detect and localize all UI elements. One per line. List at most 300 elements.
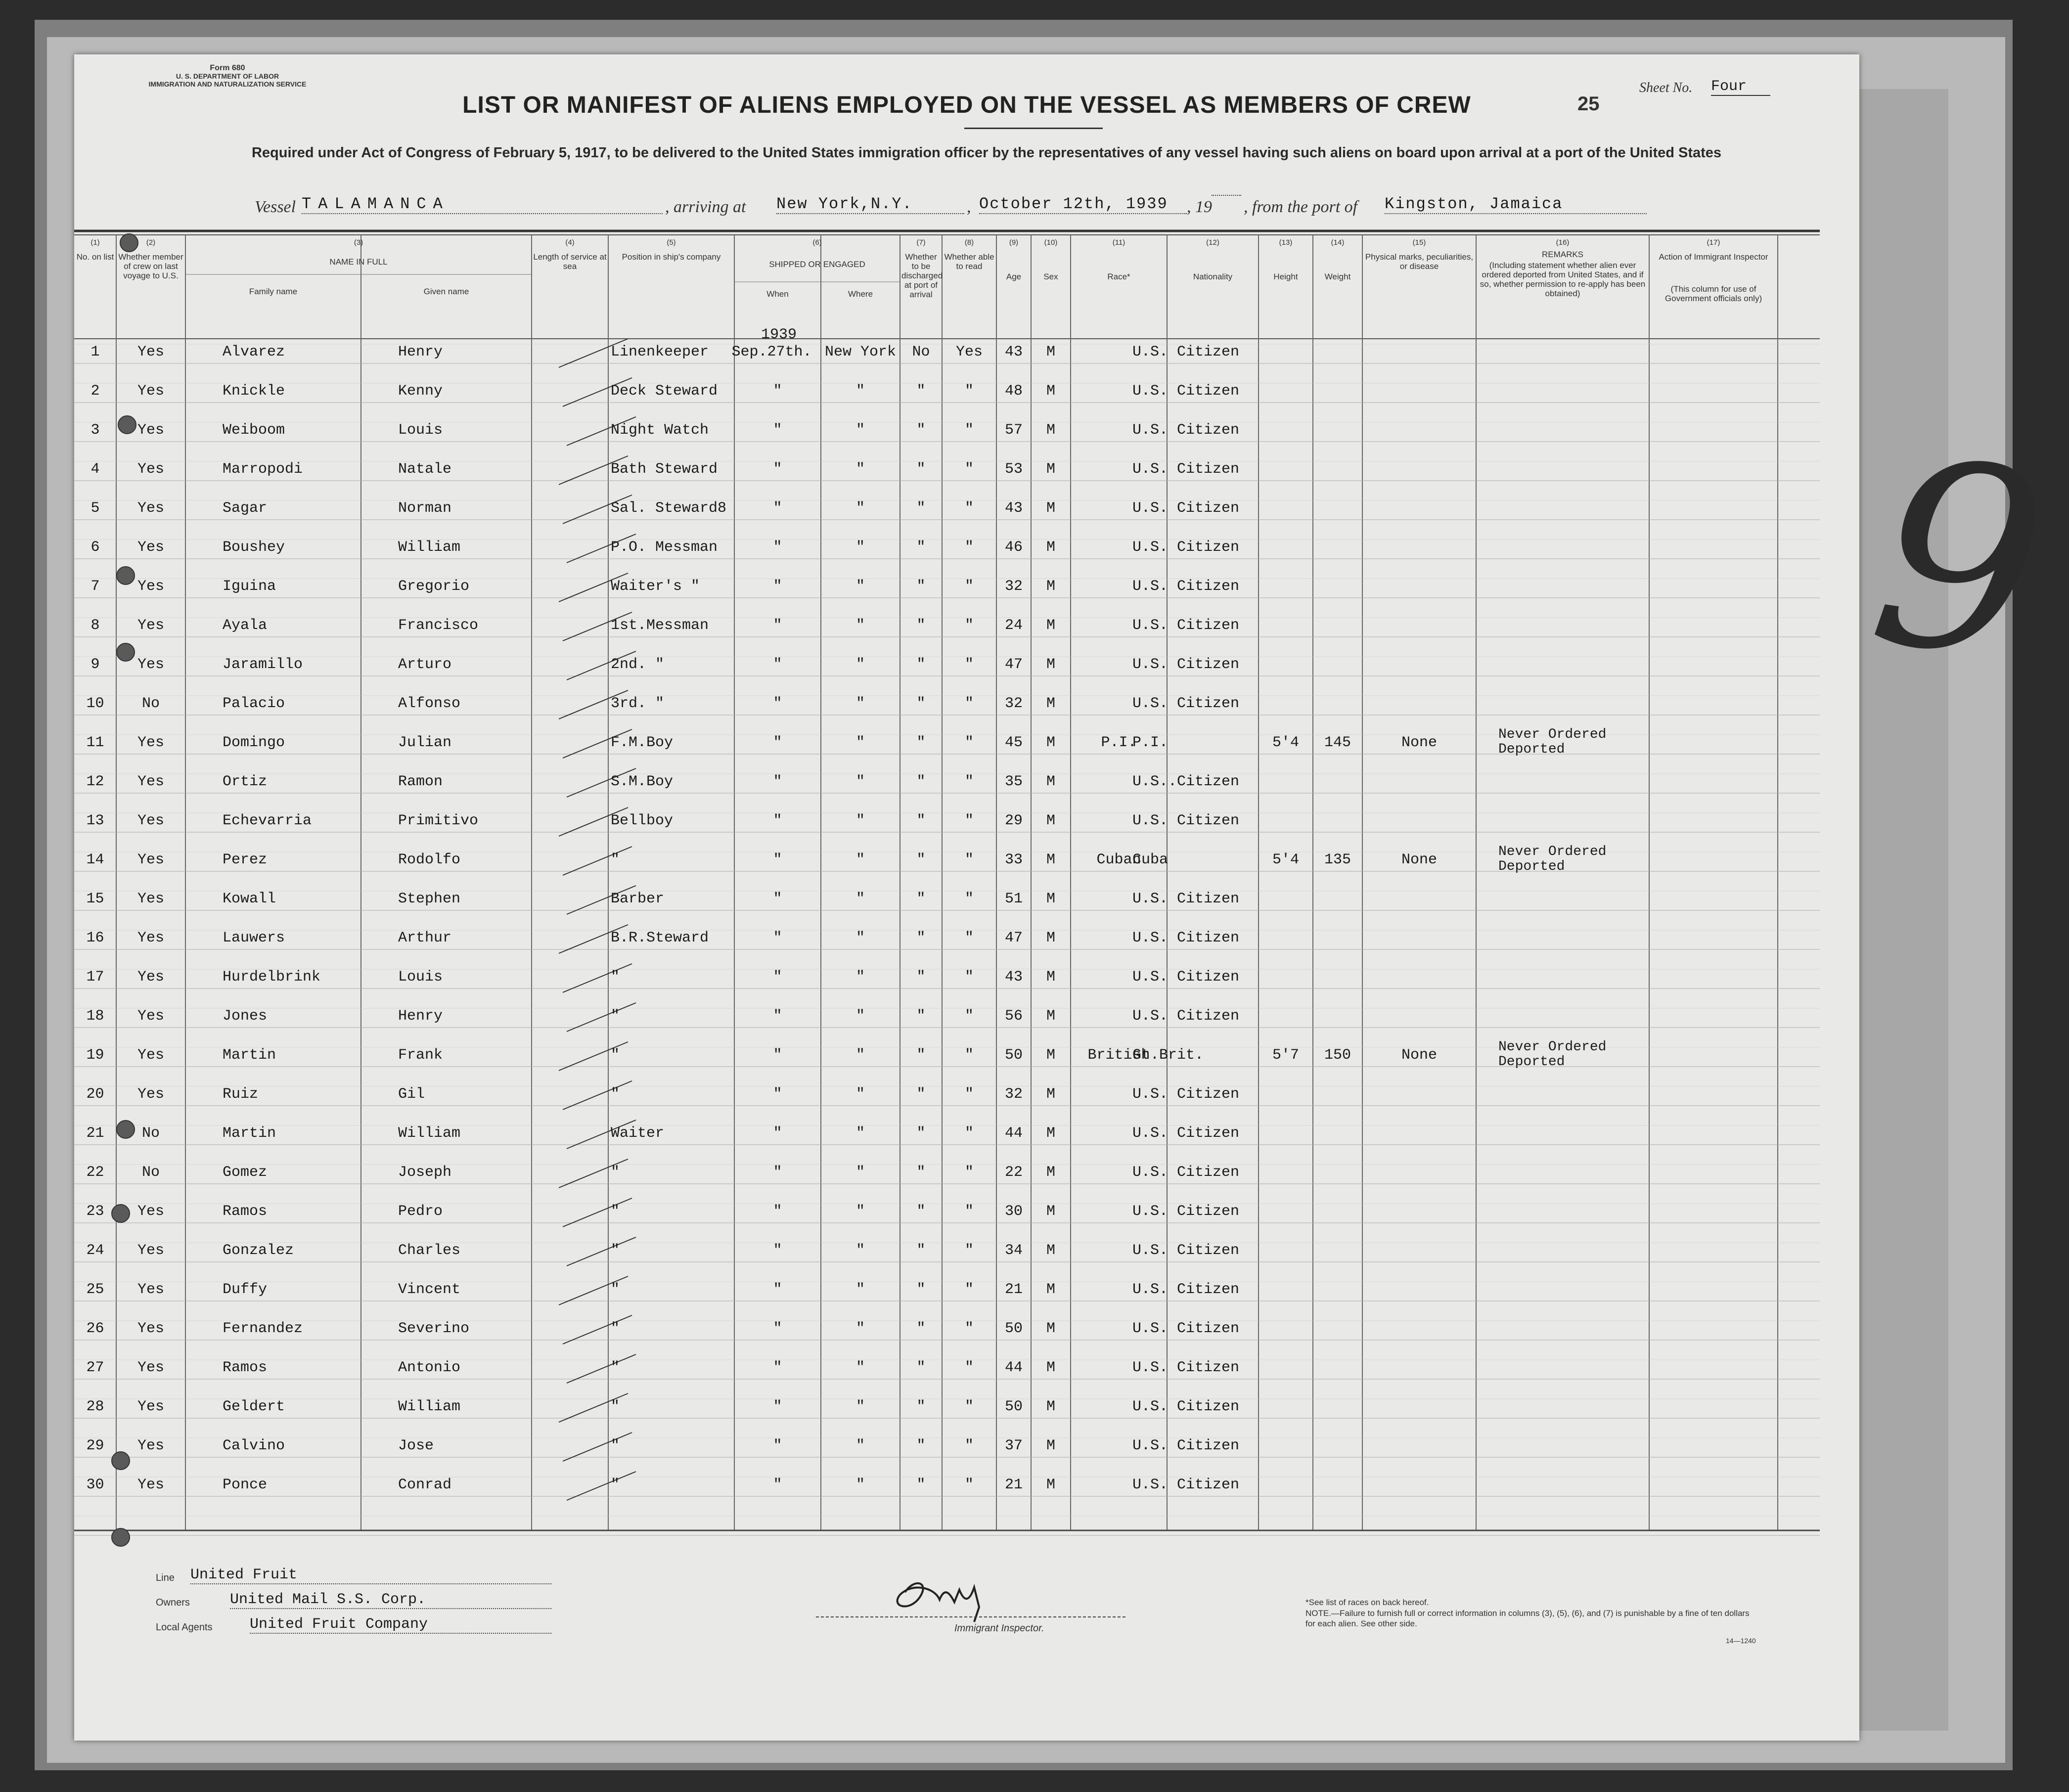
handwritten-nine: 9 — [1857, 401, 2061, 720]
cell-given: Norman — [398, 500, 452, 517]
cell-read: " — [964, 773, 974, 790]
col-c2-header: Whether member of crew on last voyage to U.S. — [118, 252, 183, 280]
col-c7-header: Whether to be discharged at port of arrival — [901, 252, 943, 299]
cell-sex: M — [1046, 695, 1055, 712]
cell-nationality: U.S. Citizen — [1132, 500, 1240, 517]
col-c16-number: (16) — [1556, 238, 1570, 247]
cell-read: " — [964, 1047, 974, 1064]
cell-sex: M — [1046, 930, 1055, 946]
cell-nationality: P.I. — [1132, 734, 1169, 751]
cell-position: B.R.Steward — [611, 930, 709, 946]
col-c10-header: Sex — [1043, 272, 1058, 281]
cell-discharged: " — [916, 539, 926, 556]
cell-sex: M — [1046, 1125, 1055, 1142]
cell-sex: M — [1046, 1086, 1055, 1103]
cell-family: Domingo — [223, 734, 285, 751]
cell-family: Gomez — [223, 1164, 268, 1181]
cell-nationality: U.S. Citizen — [1132, 930, 1240, 946]
cell-no: 11 — [86, 734, 104, 751]
sheet-number: Four — [1711, 78, 1770, 96]
col-c10-number: (10) — [1044, 238, 1058, 247]
col-c17-header: Action of Immigrant Inspector — [1659, 252, 1768, 262]
cell-crew: Yes — [137, 500, 164, 517]
cell-given: Alfonso — [398, 695, 461, 712]
binder-hole — [116, 643, 135, 662]
cell-read: " — [964, 500, 974, 517]
cell-family: Gonzalez — [223, 1242, 294, 1259]
cell-read: " — [964, 1359, 974, 1376]
cell-nationality: U.S. Citizen — [1132, 539, 1240, 556]
arriving-label: , arriving at — [665, 198, 746, 216]
cell-when: " — [773, 1203, 782, 1220]
col-c1-number: (1) — [90, 238, 100, 247]
cell-sex: M — [1046, 500, 1055, 517]
cell-read: " — [964, 812, 974, 829]
cell-no: 10 — [86, 695, 104, 712]
cell-family: Marropodi — [223, 461, 303, 478]
cell-crew: Yes — [137, 1281, 164, 1298]
cell-position: " — [611, 1047, 620, 1064]
cell-when: " — [773, 1437, 782, 1454]
cell-when: " — [773, 656, 782, 673]
cell-crew: Yes — [137, 969, 164, 986]
cell-position: P.O. Messman — [611, 539, 718, 556]
cell-no: 5 — [90, 500, 100, 517]
cell-family: Calvino — [223, 1437, 285, 1454]
cell-where: " — [855, 1398, 865, 1415]
cell-no: 17 — [86, 969, 104, 986]
cell-read: " — [964, 656, 974, 673]
crew-manifest-table — [74, 166, 1820, 1545]
col-c13-header: Height — [1273, 272, 1298, 281]
cell-nationality: U.S. Citizen — [1132, 812, 1240, 829]
cell-remarks: Never Ordered Deported — [1498, 844, 1607, 874]
cell-read: " — [964, 1164, 974, 1181]
cell-crew: Yes — [137, 1047, 164, 1064]
cell-nationality: U.S. Citizen — [1132, 1398, 1240, 1415]
col-c17-number: (17) — [1707, 238, 1720, 247]
cell-age: 44 — [1004, 1359, 1023, 1376]
cell-where: New York — [824, 344, 897, 360]
cell-sex: M — [1046, 617, 1055, 634]
cell-when: " — [773, 891, 782, 907]
cell-no: 22 — [86, 1164, 104, 1181]
cell-age: 50 — [1004, 1398, 1023, 1415]
cell-sex: M — [1046, 1359, 1055, 1376]
cell-position: " — [611, 969, 620, 986]
cell-no: 20 — [86, 1086, 104, 1103]
col-c8-number: (8) — [964, 238, 974, 247]
col-c13-number: (13) — [1279, 238, 1293, 247]
cell-no: 2 — [90, 383, 100, 400]
cell-age: 57 — [1004, 422, 1023, 439]
cell-when: " — [773, 383, 782, 400]
vessel-name: TALAMANCA — [302, 195, 663, 214]
cell-position: Barber — [611, 891, 665, 907]
cell-sex: M — [1046, 812, 1055, 829]
cell-when: " — [773, 1359, 782, 1376]
arrival-port: New York,N.Y. — [776, 195, 964, 214]
cell-position: " — [611, 1242, 620, 1259]
cell-discharged: " — [916, 1437, 926, 1454]
cell-family: Palacio — [223, 695, 285, 712]
cell-family: Boushey — [223, 539, 285, 556]
cell-position: " — [611, 1359, 620, 1376]
cell-crew: Yes — [137, 383, 164, 400]
cell-when: " — [773, 578, 782, 595]
cell-sex: M — [1046, 1320, 1055, 1337]
cell-nationality: U.S. Citizen — [1132, 383, 1240, 400]
cell-family: Geldert — [223, 1398, 285, 1415]
cell-discharged: " — [916, 500, 926, 517]
cell-where: " — [855, 812, 865, 829]
cell-discharged: " — [916, 1086, 926, 1103]
cell-family: Weiboom — [223, 422, 285, 439]
cell-no: 8 — [90, 617, 100, 634]
cell-age: 37 — [1004, 1437, 1023, 1454]
cell-where: " — [855, 851, 865, 868]
cell-read: " — [964, 1437, 974, 1454]
cell-no: 26 — [86, 1320, 104, 1337]
cell-given: Ramon — [398, 773, 443, 790]
col-where-header: Where — [848, 289, 873, 299]
cell-when: " — [773, 461, 782, 478]
cell-age: 53 — [1004, 461, 1023, 478]
cell-crew: Yes — [137, 461, 164, 478]
cell-nationality: U.S. Citizen — [1132, 1164, 1240, 1181]
cell-read: " — [964, 1086, 974, 1103]
col-c7-number: (7) — [916, 238, 926, 247]
races-note: *See list of races on back hereof. — [1305, 1598, 1429, 1607]
cell-crew: Yes — [137, 891, 164, 907]
cell-where: " — [855, 1242, 865, 1259]
cell-given: Severino — [398, 1320, 470, 1337]
cell-where: " — [855, 1203, 865, 1220]
cell-read: " — [964, 1281, 974, 1298]
cell-where: " — [855, 969, 865, 986]
departure-port: Kingston, Jamaica — [1385, 195, 1647, 214]
cell-no: 7 — [90, 578, 100, 595]
cell-discharged: " — [916, 656, 926, 673]
cell-nationality: U.S. Citizen — [1132, 344, 1240, 360]
cell-position: " — [611, 1086, 620, 1103]
cell-where: " — [855, 461, 865, 478]
cell-given: Kenny — [398, 383, 443, 400]
line-value: United Fruit — [190, 1567, 551, 1584]
cell-sex: M — [1046, 1242, 1055, 1259]
cell-given: William — [398, 1398, 461, 1415]
cell-given: Henry — [398, 344, 443, 360]
sheet-number-label: Sheet No. — [1639, 80, 1693, 95]
cell-no: 14 — [86, 851, 104, 868]
cell-given: Arturo — [398, 656, 452, 673]
cell-where: " — [855, 695, 865, 712]
cell-crew: Yes — [137, 1398, 164, 1415]
cell-nationality: U.S. Citizen — [1132, 578, 1240, 595]
arrival-date: October 12th, 1939 — [979, 195, 1187, 214]
cell-discharged: " — [916, 1125, 926, 1142]
cell-discharged: " — [916, 773, 926, 790]
cell-when: " — [773, 1125, 782, 1142]
cell-nationality: U.S. Citizen — [1132, 1242, 1240, 1259]
cell-no: 28 — [86, 1398, 104, 1415]
cell-discharged: " — [916, 1008, 926, 1025]
cell-where: " — [855, 1047, 865, 1064]
cell-where: " — [855, 1437, 865, 1454]
line-label: Line — [156, 1572, 175, 1583]
cell-given: Conrad — [398, 1477, 452, 1493]
cell-when: " — [773, 1047, 782, 1064]
cell-marks: None — [1401, 851, 1437, 868]
cell-remarks: Never Ordered Deported — [1498, 727, 1607, 757]
cell-no: 6 — [90, 539, 100, 556]
cell-given: Rodolfo — [398, 851, 461, 868]
cell-read: " — [964, 1242, 974, 1259]
cell-sex: M — [1046, 1203, 1055, 1220]
cell-sex: M — [1046, 539, 1055, 556]
cell-age: 43 — [1004, 344, 1023, 360]
cell-sex: M — [1046, 344, 1055, 360]
cell-weight: 145 — [1324, 734, 1351, 751]
cell-age: 45 — [1004, 734, 1023, 751]
col-c9-header: Age — [1006, 272, 1022, 281]
cell-sex: M — [1046, 969, 1055, 986]
department: U. S. DEPARTMENT OF LABOR — [176, 72, 279, 80]
binder-hole — [118, 415, 136, 434]
cell-sex: M — [1046, 851, 1055, 868]
cell-when: Sep.27th. — [731, 344, 812, 360]
cell-family: Jones — [223, 1008, 268, 1025]
cell-discharged: " — [916, 734, 926, 751]
cell-where: " — [855, 383, 865, 400]
col-given-header: Given name — [423, 287, 469, 296]
cell-position: " — [611, 851, 620, 868]
binder-hole — [111, 1451, 130, 1470]
cell-family: Duffy — [223, 1281, 268, 1298]
cell-family: Ponce — [223, 1477, 268, 1493]
cell-no: 1 — [90, 344, 100, 360]
cell-nationality: U.S. Citizen — [1132, 1359, 1240, 1376]
col-c15-number: (15) — [1412, 238, 1426, 247]
cell-when: " — [773, 1281, 782, 1298]
cell-height: 5'4 — [1272, 851, 1299, 868]
cell-where: " — [855, 1008, 865, 1025]
page-subtitle: Required under Act of Congress of February 5, 1917, to be delivered to the United States immigration officer by the representatives of any vessel having such aliens on board upon arrival at a port of the United States — [251, 145, 1722, 161]
cell-nationality: Gt.Brit. — [1132, 1047, 1204, 1064]
cell-discharged: " — [916, 1359, 926, 1376]
agents-label: Local Agents — [156, 1622, 213, 1633]
cell-where: " — [855, 617, 865, 634]
col-c14-header: Weight — [1324, 272, 1351, 281]
cell-crew: Yes — [137, 930, 164, 946]
col-c6-header: SHIPPED OR ENGAGED — [769, 260, 865, 269]
cell-no: 23 — [86, 1203, 104, 1220]
cell-discharged: " — [916, 1047, 926, 1064]
cell-where: " — [855, 1281, 865, 1298]
cell-given: Pedro — [398, 1203, 443, 1220]
cell-age: 44 — [1004, 1125, 1023, 1142]
col-c4-number: (4) — [565, 238, 575, 247]
cell-where: " — [855, 422, 865, 439]
cell-when: " — [773, 539, 782, 556]
cell-discharged: " — [916, 422, 926, 439]
cell-remarks: Never Ordered Deported — [1498, 1039, 1607, 1070]
year-label: , 19 — [1187, 198, 1212, 216]
cell-sex: M — [1046, 461, 1055, 478]
col-c17-sub: (This column for use of Government officials only) — [1664, 284, 1762, 303]
cell-age: 32 — [1004, 695, 1023, 712]
cell-read: " — [964, 461, 974, 478]
col-c9-number: (9) — [1009, 238, 1019, 247]
cell-read: " — [964, 1320, 974, 1337]
cell-discharged: " — [916, 1242, 926, 1259]
cell-discharged: " — [916, 930, 926, 946]
col-c3-header: NAME IN FULL — [329, 257, 388, 267]
col-c16-sub: (Including statement whether alien ever ordered deported from United States, and if so, whether permission to re-apply has been obtained) — [1480, 261, 1646, 298]
col-when-header: When — [766, 289, 789, 299]
cell-when: " — [773, 1008, 782, 1025]
from-label: , from the port of — [1244, 198, 1358, 216]
cell-age: 30 — [1004, 1203, 1023, 1220]
cell-family: Echevarria — [223, 812, 312, 829]
cell-age: 21 — [1004, 1281, 1023, 1298]
col-c11-header: Race* — [1107, 272, 1130, 281]
owners-label: Owners — [156, 1597, 190, 1608]
cell-nationality: U.S. Citizen — [1132, 1437, 1240, 1454]
cell-when: " — [773, 851, 782, 868]
cell-given: Natale — [398, 461, 452, 478]
cell-nationality: U.S. Citizen — [1132, 1477, 1240, 1493]
form-identifier — [143, 64, 312, 88]
binder-hole — [120, 233, 138, 252]
page-number: 25 — [1577, 93, 1600, 115]
cell-given: Louis — [398, 422, 443, 439]
cell-no: 21 — [86, 1125, 104, 1142]
cell-crew: Yes — [137, 578, 164, 595]
cell-given: William — [398, 539, 461, 556]
cell-age: 51 — [1004, 891, 1023, 907]
cell-race: British — [1087, 1047, 1150, 1064]
cell-where: " — [855, 1320, 865, 1337]
cell-read: " — [964, 1203, 974, 1220]
col-c4-header: Length of service at sea — [533, 252, 607, 271]
cell-discharged: " — [916, 812, 926, 829]
cell-position: " — [611, 1437, 620, 1454]
cell-age: 35 — [1004, 773, 1023, 790]
col-c16-header: REMARKS — [1541, 250, 1584, 259]
cell-discharged: " — [916, 695, 926, 712]
cell-crew: Yes — [137, 1320, 164, 1337]
cell-given: Jose — [398, 1437, 434, 1454]
cell-family: Sagar — [223, 500, 268, 517]
cell-crew: No — [141, 695, 160, 712]
cell-no: 24 — [86, 1242, 104, 1259]
cell-family: Ramos — [223, 1359, 268, 1376]
col-c5-number: (5) — [667, 238, 676, 247]
col-c11-number: (11) — [1112, 238, 1125, 247]
cell-no: 4 — [90, 461, 100, 478]
cell-where: " — [855, 773, 865, 790]
cell-age: 56 — [1004, 1008, 1023, 1025]
cell-age: 33 — [1004, 851, 1023, 868]
cell-when: " — [773, 695, 782, 712]
cell-crew: Yes — [137, 656, 164, 673]
cell-family: Perez — [223, 851, 268, 868]
cell-nationality: U.S. Citizen — [1132, 695, 1240, 712]
cell-sex: M — [1046, 578, 1055, 595]
cell-when: " — [773, 1477, 782, 1493]
binder-hole — [111, 1528, 130, 1547]
cell-nationality: U.S. Citizen — [1132, 461, 1240, 478]
cell-position: 2nd. " — [611, 656, 665, 673]
cell-family: Ramos — [223, 1203, 268, 1220]
cell-nationality: U.S. Citizen — [1132, 656, 1240, 673]
cell-discharged: " — [916, 578, 926, 595]
cell-crew: Yes — [137, 1203, 164, 1220]
cell-given: Charles — [398, 1242, 461, 1259]
cell-read: " — [964, 383, 974, 400]
cell-age: 48 — [1004, 383, 1023, 400]
col-c12-number: (12) — [1206, 238, 1219, 247]
cell-family: Iguina — [223, 578, 276, 595]
vessel-label: Vessel — [255, 198, 296, 216]
cell-age: 32 — [1004, 1086, 1023, 1103]
cell-crew: Yes — [137, 851, 164, 868]
binder-hole — [116, 1120, 135, 1139]
col-family-header: Family name — [249, 287, 298, 296]
cell-where: " — [855, 1477, 865, 1493]
cell-given: Gil — [398, 1086, 425, 1103]
cell-age: 47 — [1004, 656, 1023, 673]
cell-nationality: U.S. Citizen — [1132, 1281, 1240, 1298]
cell-family: Alvarez — [223, 344, 285, 360]
cell-discharged: " — [916, 461, 926, 478]
penalty-note: NOTE.—Failure to furnish full or correct information in columns (3), (5), (6), and (7) is punishable by a fine of ten dollars for each alien. See other side. — [1305, 1609, 1750, 1628]
cell-no: 19 — [86, 1047, 104, 1064]
cell-nationality: U.S. Citizen — [1132, 1320, 1240, 1337]
cell-read: " — [964, 891, 974, 907]
col-c6-number: (6) — [812, 238, 822, 247]
cell-where: " — [855, 1164, 865, 1181]
cell-no: 13 — [86, 812, 104, 829]
cell-position: " — [611, 1398, 620, 1415]
cell-nationality: U.S..Citizen — [1132, 773, 1240, 790]
title-underline — [964, 128, 1103, 129]
cell-family: Jaramillo — [223, 656, 303, 673]
cell-discharged: " — [916, 969, 926, 986]
cell-no: 25 — [86, 1281, 104, 1298]
cell-where: " — [855, 656, 865, 673]
cell-crew: Yes — [137, 734, 164, 751]
cell-family: Knickle — [223, 383, 285, 400]
cell-given: Francisco — [398, 617, 479, 634]
cell-no: 9 — [90, 656, 100, 673]
cell-discharged: " — [916, 1281, 926, 1298]
cell-position: " — [611, 1477, 620, 1493]
cell-sex: M — [1046, 422, 1055, 439]
cell-position: " — [611, 1320, 620, 1337]
cell-when: " — [773, 1164, 782, 1181]
cell-position: 3rd. " — [611, 695, 665, 712]
cell-marks: None — [1401, 1047, 1437, 1064]
shipped-year: 1939 — [761, 326, 797, 343]
cell-when: " — [773, 617, 782, 634]
cell-marks: None — [1401, 734, 1437, 751]
cell-age: 29 — [1004, 812, 1023, 829]
cell-discharged: " — [916, 617, 926, 634]
cell-discharged: " — [916, 851, 926, 868]
cell-read: " — [964, 930, 974, 946]
